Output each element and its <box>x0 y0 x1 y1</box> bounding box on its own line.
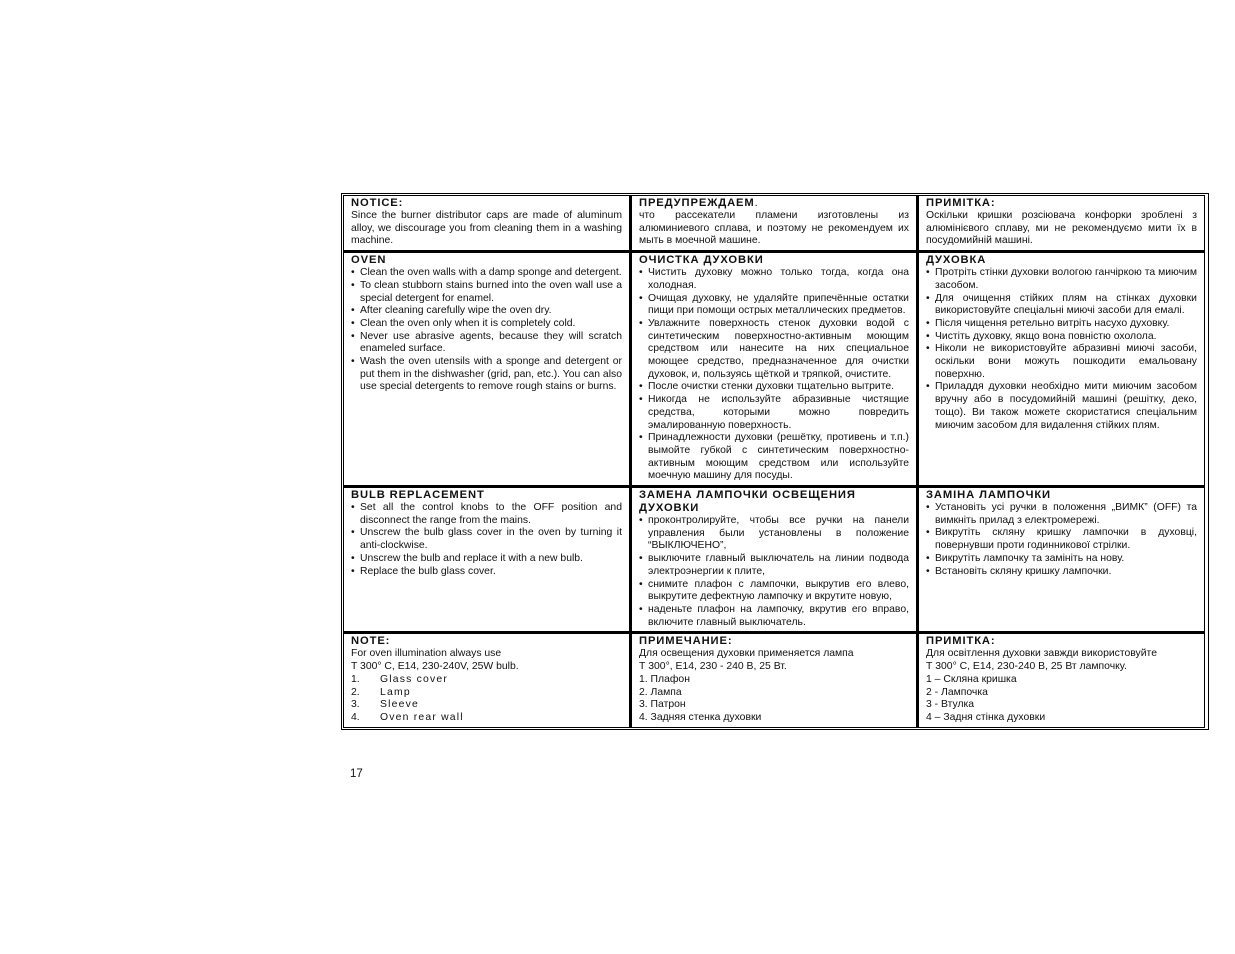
note-heading-en: NOTE: <box>351 635 391 648</box>
cell-note-ru <box>630 632 917 727</box>
oven-list-en <box>351 267 622 394</box>
list-item: • Принадлежности духовки (решётку, противень и т.п.) вымойте губкой с синтетическим поверхностно-активным моющим средством или используйте моечную машину для посуды. <box>639 432 909 483</box>
bulb-list-uk <box>926 502 1197 578</box>
note-line: 4 – Задня стінка духовки <box>926 711 1046 723</box>
notice-heading-uk: ПРИМІТКА: <box>926 197 996 209</box>
list-item: • Після чищення ретельно витріть насухо духовку. <box>926 318 1197 331</box>
cell-oven-en <box>343 251 630 486</box>
bulb-list-ru <box>639 515 909 629</box>
note-line: 1. Плафон <box>639 673 690 685</box>
numbered-item <box>351 699 622 712</box>
list-item: • Протріть стінки духовки вологою ганчіркою та миючим засобом. <box>926 267 1197 292</box>
note-line: 2. Лампа <box>639 686 682 698</box>
table-row-note <box>343 632 1205 727</box>
note-line: 4. Задняя стенка духовки <box>639 711 762 723</box>
cell-oven-uk <box>917 251 1205 486</box>
list-item: • снимите плафон с лампочки, выкрутив его влево, выкрутите дефектную лампочку и вкрутите новую, <box>639 579 909 604</box>
bulb-list-en <box>351 502 622 578</box>
bulb-heading-uk: ЗАМІНА ЛАМПОЧКИ <box>926 489 1052 502</box>
instruction-table-frame <box>341 193 1209 730</box>
notice-text-en: Since the burner distributor caps are made of aluminum alloy, we discourage you from cleaning them in a washing machine. <box>351 210 622 247</box>
cell-bulb-en <box>343 486 630 632</box>
notice-text-uk: Оскільки кришки розсіювача конфорки зроблені з алюмінієвого сплаву, ми не рекомендуємо мити їх в посудомийній машині. <box>926 210 1197 247</box>
list-item: • Никогда не используйте абразивные чистящие средства, которыми можно повредить эмалированную поверхность. <box>639 394 909 432</box>
list-item: • выключите главный выключатель на линии подвода электроэнергии к плите, <box>639 553 909 578</box>
note-line: Т 300°, E14, 230 - 240 В, 25 Вт. <box>639 661 787 673</box>
item-number: 3. <box>351 699 360 711</box>
list-item: • To clean stubborn stains burned into the oven wall use a special detergent for enamel. <box>351 280 622 305</box>
cell-oven-ru <box>630 251 917 486</box>
list-item: • Clean the oven walls with a damp sponge and detergent. <box>351 267 622 280</box>
item-text: Oven rear wall <box>380 711 464 723</box>
notice-text-ru: что рассекатели пламени изготовлены из алюминиевого сплава, и поэтому не рекомендуем их мыть в моечной машине. <box>639 210 909 247</box>
cell-notice-uk <box>917 195 1205 251</box>
note-line: 2 - Лампочка <box>926 686 988 698</box>
note-line: Для освещения духовки применяется лампа <box>639 648 854 660</box>
note-heading-ru: ПРИМЕЧАНИЕ: <box>639 635 733 648</box>
notice-heading-en: NOTICE: <box>351 197 404 209</box>
table-row-oven <box>343 251 1205 486</box>
table-row-notice <box>343 195 1205 251</box>
note-line: 3 - Втулка <box>926 699 975 711</box>
list-item: • Установіть усі ручки в положення „ВИМК” (OFF) та вимкніть прилад з електромережі. <box>926 502 1197 527</box>
bulb-heading-en: BULB REPLACEMENT <box>351 489 485 502</box>
list-item: • Чистіть духовку, якщо вона повністю охолола. <box>926 331 1197 344</box>
list-item: • After cleaning carefully wipe the oven dry. <box>351 305 622 318</box>
cell-bulb-uk <box>917 486 1205 632</box>
cell-note-uk <box>917 632 1205 727</box>
oven-heading-en: OVEN <box>351 254 387 267</box>
numbered-item <box>351 712 622 725</box>
list-item: • Для очищення стійких плям на стінках духовки використовуйте спеціальні миючі засоби для емалі. <box>926 293 1197 318</box>
oven-list-uk <box>926 267 1197 432</box>
list-item: • Приладдя духовки необхідно мити миючим засобом вручну або в посудомийній машині (решітку, деко, тощо). Ви також можете скористатися спеціальним миючим засобом для видалення стійких плям. <box>926 381 1197 432</box>
note-line: Т 300° С, E14, 230-240 В, 25 Вт лампочку. <box>926 661 1127 673</box>
item-number: 1. <box>351 673 360 685</box>
list-item: • Встановіть скляну кришку лампочки. <box>926 566 1197 579</box>
item-text: Glass cover <box>380 673 449 685</box>
item-number: 4. <box>351 711 360 723</box>
item-text: Sleeve <box>380 699 419 711</box>
list-item: • Wash the oven utensils with a sponge and detergent or put them in the dishwasher (grid, pan, etc.). You can also use special detergents to remove rough stains or burns. <box>351 356 622 394</box>
note-line: T 300° C, E14, 230-240V, 25W bulb. <box>351 661 519 673</box>
page-number: 17 <box>350 768 363 780</box>
list-item: • Replace the bulb glass cover. <box>351 566 622 579</box>
oven-list-ru <box>639 267 909 483</box>
note-line: 1 – Скляна кришка <box>926 673 1017 685</box>
notice-heading-ru <box>639 197 909 210</box>
cell-note-en <box>343 632 630 727</box>
cell-bulb-ru <box>630 486 917 632</box>
note-line: 3. Патрон <box>639 699 686 711</box>
list-item: • Never use abrasive agents, because they will scratch enameled surface. <box>351 331 622 356</box>
list-item: • Ніколи не використовуйте абразивні миючі засоби, оскільки вони можуть пошкодити емальовану поверхню. <box>926 343 1197 381</box>
notice-heading-ru-text: ПРЕДУПРЕЖДАЕМ <box>639 197 755 209</box>
bulb-heading-ru: ЗАМЕНА ЛАМПОЧКИ ОСВЕЩЕНИЯ ДУХОВКИ <box>639 489 856 515</box>
list-item: • Увлажните поверхность стенок духовки водой с синтетическим поверхностно-активным моющим средством или нанесите на них специальное моющее средство, предназначенное для очистки духовок, и, пользуясь щёткой и тряпкой, очистите. <box>639 318 909 382</box>
cell-notice-ru <box>630 195 917 251</box>
list-item: • проконтролируйте, чтобы все ручки на панели управления были установлены в положение “ВЫКЛЮЧЕНО”, <box>639 515 909 553</box>
list-item: • Очищая духовку, не удаляйте припечённые остатки пищи при помощи острых металлических предметов. <box>639 293 909 318</box>
instruction-table <box>343 195 1205 728</box>
list-item: • Викрутіть скляну кришку лампочки в духовці, повернувши проти годинникової стрілки. <box>926 527 1197 552</box>
cell-notice-en <box>343 195 630 251</box>
list-item: • Set all the control knobs to the OFF position and disconnect the range from the mains. <box>351 502 622 527</box>
list-item: • Unscrew the bulb glass cover in the oven by turning it anti-clockwise. <box>351 527 622 552</box>
item-text: Lamp <box>380 686 411 698</box>
list-item: • Викрутіть лампочку та замініть на нову. <box>926 553 1197 566</box>
note-heading-uk: ПРИМІТКА: <box>926 635 996 648</box>
note-line: Для освітлення духовки завжди використовуйте <box>926 648 1157 660</box>
list-item: • Unscrew the bulb and replace it with a new bulb. <box>351 553 622 566</box>
list-item: • Чистить духовку можно только тогда, когда она холодная. <box>639 267 909 292</box>
numbered-item <box>351 687 622 700</box>
oven-heading-uk: ДУХОВКА <box>926 254 987 267</box>
table-row-bulb <box>343 486 1205 632</box>
list-item: • Clean the oven only when it is completely cold. <box>351 318 622 331</box>
oven-heading-ru: ОЧИСТКА ДУХОВКИ <box>639 254 764 267</box>
heading-period: . <box>754 197 759 209</box>
item-number: 2. <box>351 686 360 698</box>
list-item: • После очистки стенки духовки тщательно вытрите. <box>639 381 909 394</box>
note-line: For oven illumination always use <box>351 648 502 660</box>
list-item: • наденьте плафон на лампочку, вкрутив его вправо, включите главный выключатель. <box>639 604 909 629</box>
numbered-item <box>351 674 622 687</box>
